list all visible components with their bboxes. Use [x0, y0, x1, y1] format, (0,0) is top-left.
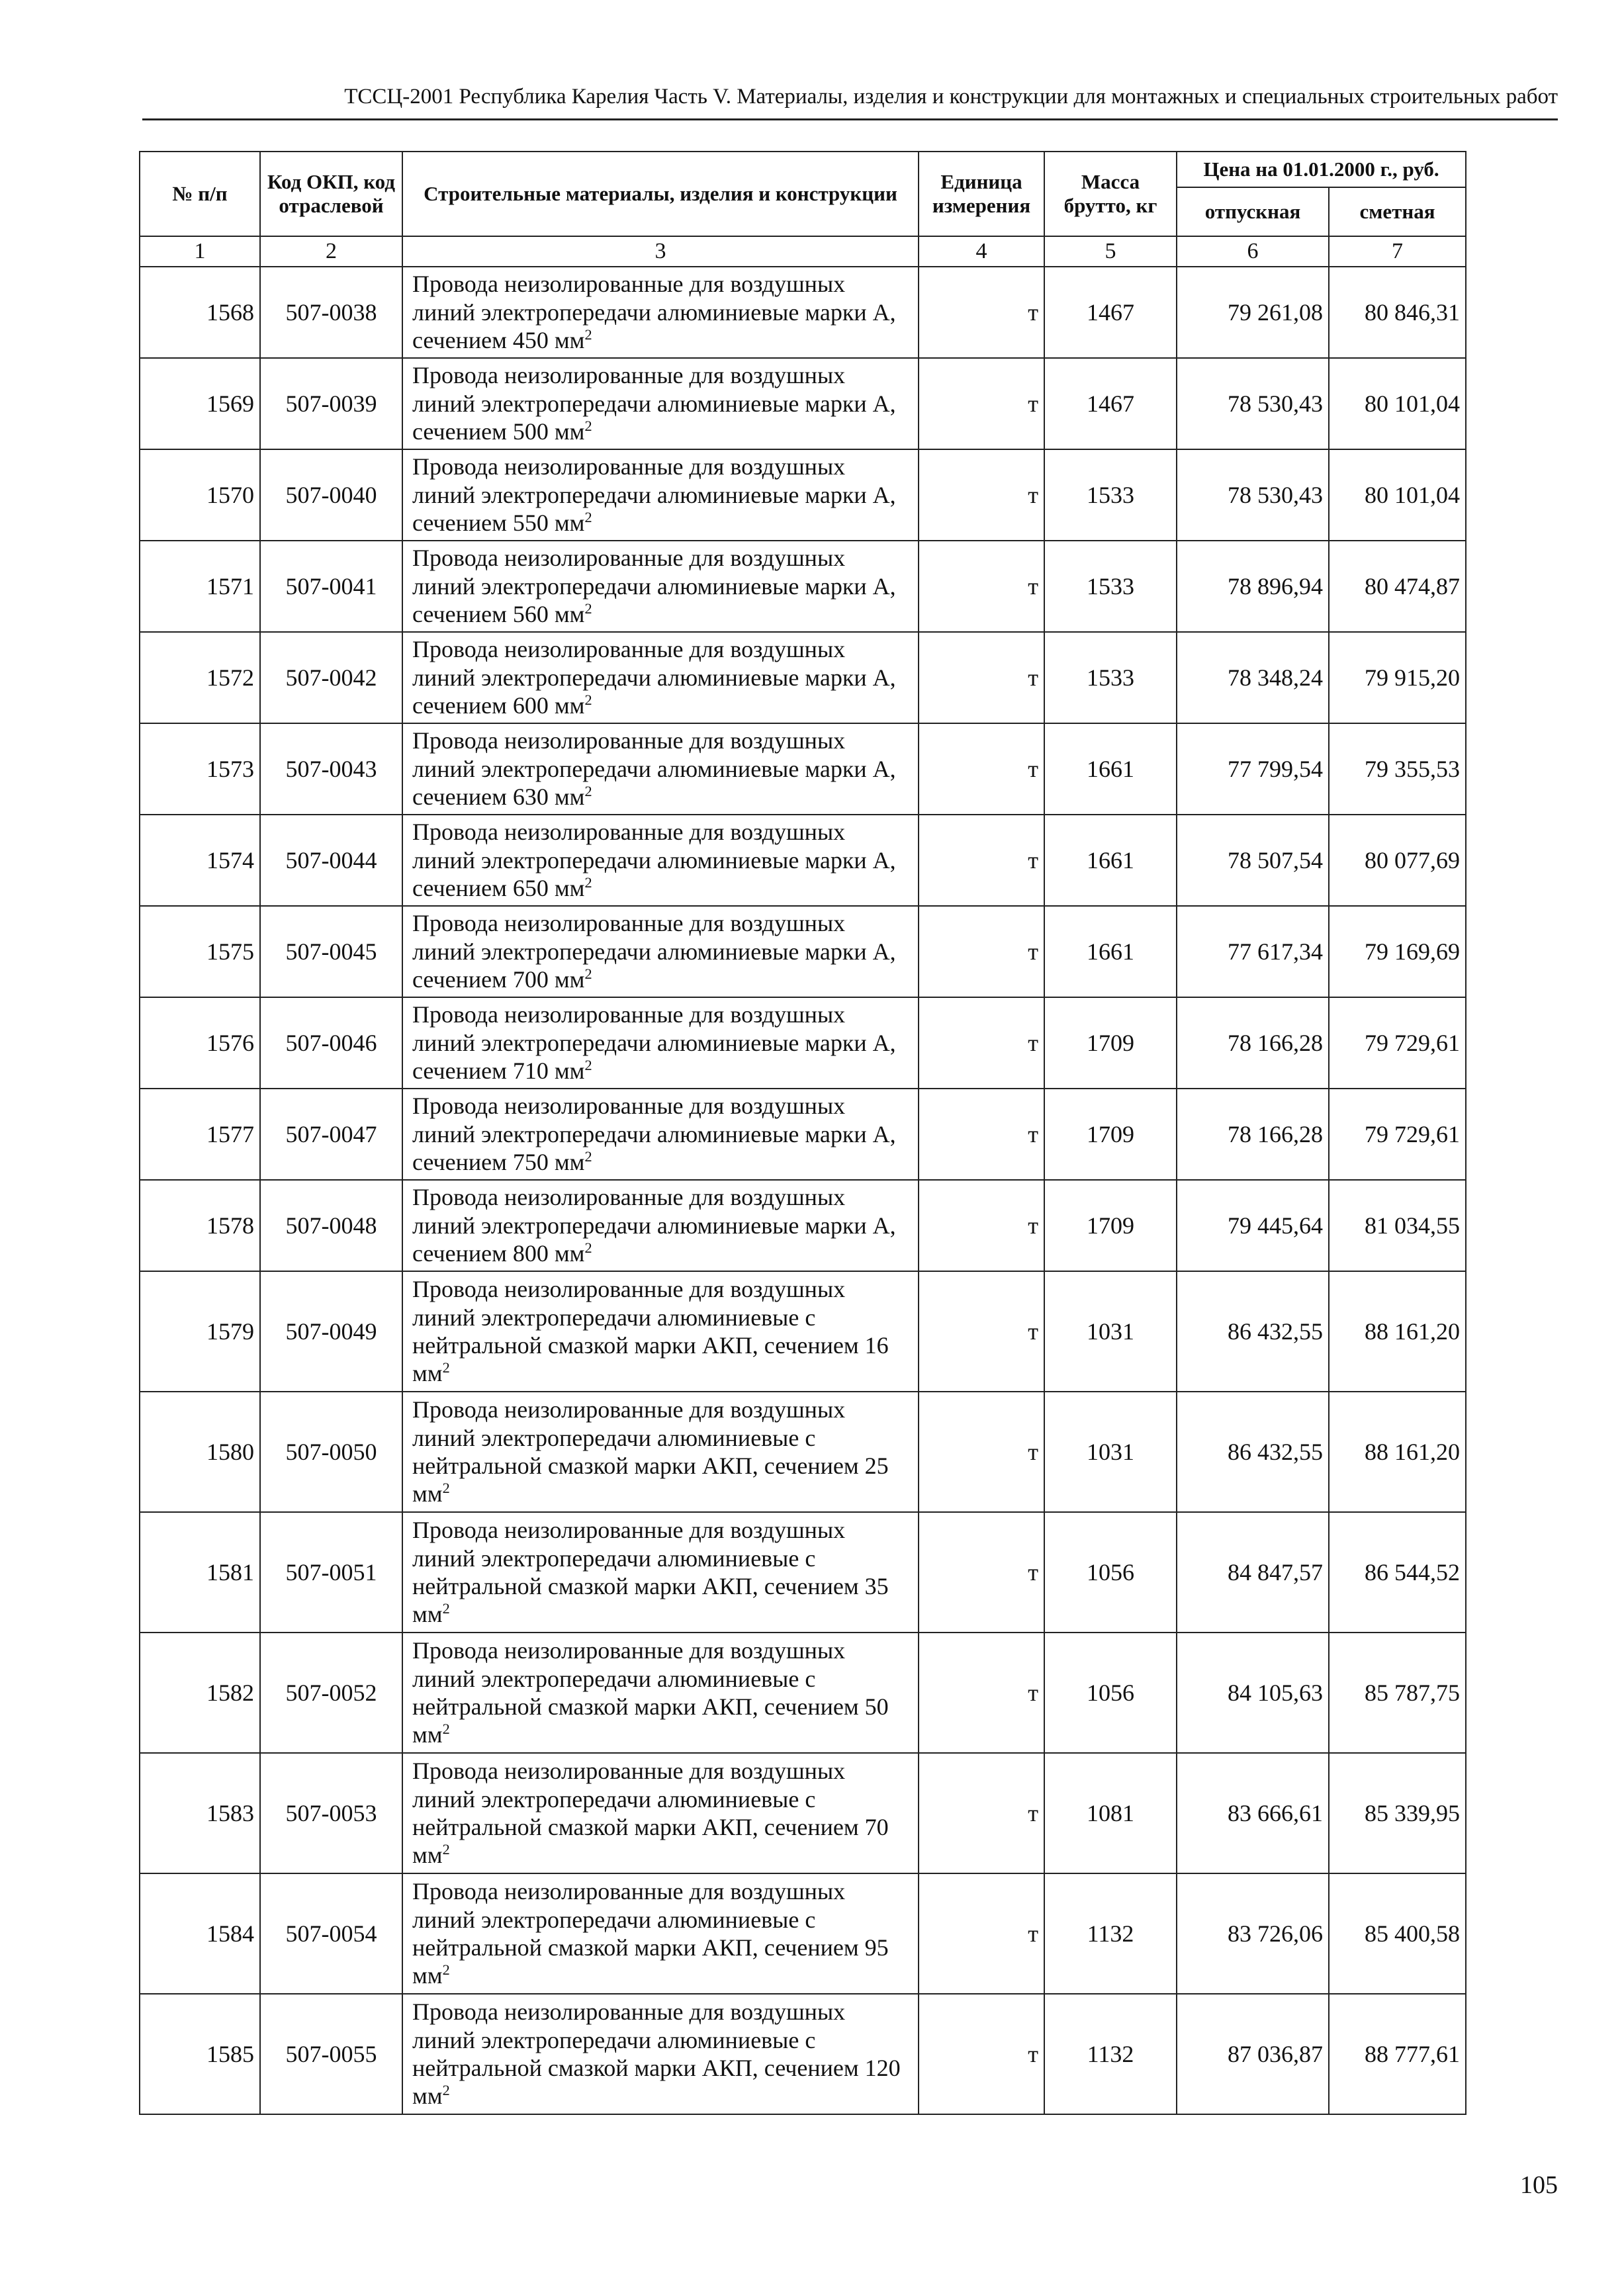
row-price-estimate: 85 787,75 [1329, 1633, 1466, 1753]
row-name-text [412, 1998, 901, 2109]
table-row [140, 267, 1466, 358]
row-mass: 1467 [1044, 267, 1177, 358]
row-mass: 1709 [1044, 997, 1177, 1089]
row-name [402, 449, 919, 541]
row-name-value: Провода неизолированные для воздушных линий электропередачи алюминиевые с нейтральной смазкой марки АКП, сечением 25 мм [412, 1396, 889, 1507]
row-price-estimate: 85 400,58 [1329, 1873, 1466, 1994]
row-unit: т [919, 997, 1044, 1089]
row-unit: т [919, 1180, 1044, 1271]
row-name-superscript: 2 [584, 418, 592, 435]
row-number: 1574 [140, 815, 260, 906]
row-name-superscript: 2 [442, 1721, 450, 1738]
row-price-release: 78 507,54 [1177, 815, 1329, 906]
row-name-superscript: 2 [584, 509, 592, 526]
row-name-superscript: 2 [584, 1239, 592, 1257]
row-name [402, 906, 919, 997]
table-row [140, 906, 1466, 997]
row-name-superscript: 2 [442, 1841, 450, 1858]
row-number: 1583 [140, 1753, 260, 1873]
row-number: 1575 [140, 906, 260, 997]
row-name-superscript: 2 [584, 692, 592, 709]
row-code: 507-0051 [260, 1512, 402, 1633]
row-name-text [412, 636, 896, 719]
row-name-superscript: 2 [584, 1057, 592, 1074]
row-code: 507-0055 [260, 1994, 402, 2114]
header-unit: Единица измерения [919, 152, 1044, 236]
row-name-superscript: 2 [584, 783, 592, 800]
column-number: 6 [1177, 236, 1329, 267]
row-price-estimate: 80 101,04 [1329, 449, 1466, 541]
page-header: ТССЦ-2001 Республика Карелия Часть V. Материалы, изделия и конструкции для монтажных и специальных строительных работ [142, 85, 1558, 120]
row-name-value: Провода неизолированные для воздушных линий электропередачи алюминиевые марки А, сечением 560 мм [412, 545, 896, 628]
row-name-value: Провода неизолированные для воздушных линий электропередачи алюминиевые марки А, сечением 500 мм [412, 362, 896, 445]
row-name [402, 815, 919, 906]
row-price-release: 87 036,87 [1177, 1994, 1329, 2114]
row-unit: т [919, 723, 1044, 815]
row-code: 507-0054 [260, 1873, 402, 1994]
row-unit: т [919, 541, 1044, 632]
row-code: 507-0049 [260, 1271, 402, 1392]
table-row [140, 1873, 1466, 1994]
row-price-estimate: 88 161,20 [1329, 1271, 1466, 1392]
row-mass: 1132 [1044, 1994, 1177, 2114]
row-price-estimate: 80 077,69 [1329, 815, 1466, 906]
row-number: 1572 [140, 632, 260, 723]
row-number: 1585 [140, 1994, 260, 2114]
row-code: 507-0044 [260, 815, 402, 906]
row-name-value: Провода неизолированные для воздушных линий электропередачи алюминиевые с нейтральной смазкой марки АКП, сечением 70 мм [412, 1758, 889, 1869]
page-number: 105 [1520, 2171, 1558, 2199]
row-price-release: 83 726,06 [1177, 1873, 1329, 1994]
row-unit: т [919, 1512, 1044, 1633]
row-price-release: 78 166,28 [1177, 997, 1329, 1089]
column-number: 2 [260, 236, 402, 267]
row-mass: 1081 [1044, 1753, 1177, 1873]
row-name-text [412, 1517, 889, 1627]
row-unit: т [919, 267, 1044, 358]
row-name-text [412, 271, 896, 353]
row-name-value: Провода неизолированные для воздушных линий электропередачи алюминиевые с нейтральной смазкой марки АКП, сечением 120 мм [412, 1998, 901, 2110]
row-name [402, 632, 919, 723]
row-name [402, 1180, 919, 1271]
table-row [140, 1633, 1466, 1753]
row-name-superscript: 2 [442, 1961, 450, 1979]
table-row [140, 723, 1466, 815]
row-code: 507-0038 [260, 267, 402, 358]
row-unit: т [919, 1994, 1044, 2114]
row-code: 507-0039 [260, 358, 402, 449]
row-number: 1573 [140, 723, 260, 815]
row-unit: т [919, 1089, 1044, 1180]
row-mass: 1533 [1044, 449, 1177, 541]
row-name [402, 1633, 919, 1753]
column-number: 4 [919, 236, 1044, 267]
row-mass: 1533 [1044, 541, 1177, 632]
table-row [140, 815, 1466, 906]
row-name-text [412, 1878, 889, 1989]
row-number: 1571 [140, 541, 260, 632]
row-code: 507-0047 [260, 1089, 402, 1180]
row-code: 507-0045 [260, 906, 402, 997]
header-mass: Масса брутто, кг [1044, 152, 1177, 236]
row-price-release: 77 617,34 [1177, 906, 1329, 997]
column-number: 7 [1329, 236, 1466, 267]
row-code: 507-0050 [260, 1392, 402, 1512]
row-price-release: 84 105,63 [1177, 1633, 1329, 1753]
row-name-value: Провода неизолированные для воздушных линий электропередачи алюминиевые марки А, сечением 600 мм [412, 636, 896, 719]
price-table-container [139, 151, 1465, 2115]
row-name-value: Провода неизолированные для воздушных линий электропередачи алюминиевые с нейтральной смазкой марки АКП, сечением 16 мм [412, 1276, 889, 1387]
row-price-estimate: 88 161,20 [1329, 1392, 1466, 1512]
row-price-release: 86 432,55 [1177, 1392, 1329, 1512]
row-mass: 1467 [1044, 358, 1177, 449]
row-number: 1568 [140, 267, 260, 358]
header-code: Код ОКП, код отраслевой [260, 152, 402, 236]
row-mass: 1709 [1044, 1180, 1177, 1271]
row-name-superscript: 2 [584, 874, 592, 891]
row-name-value: Провода неизолированные для воздушных линий электропередачи алюминиевые марки А, сечением 650 мм [412, 819, 896, 902]
row-name-text [412, 1001, 896, 1084]
row-name-superscript: 2 [584, 600, 592, 617]
table-row [140, 1392, 1466, 1512]
row-price-release: 83 666,61 [1177, 1753, 1329, 1873]
row-name-text [412, 453, 896, 536]
row-price-estimate: 80 846,31 [1329, 267, 1466, 358]
row-code: 507-0040 [260, 449, 402, 541]
row-mass: 1533 [1044, 632, 1177, 723]
row-price-estimate: 79 915,20 [1329, 632, 1466, 723]
row-name [402, 1271, 919, 1392]
row-name [402, 997, 919, 1089]
row-price-release: 78 530,43 [1177, 449, 1329, 541]
table-row [140, 1271, 1466, 1392]
row-price-release: 79 261,08 [1177, 267, 1329, 358]
header-price-group: Цена на 01.01.2000 г., руб. [1177, 152, 1466, 187]
row-name-text [412, 819, 896, 901]
row-price-estimate: 85 339,95 [1329, 1753, 1466, 1873]
row-name [402, 1994, 919, 2114]
row-mass: 1661 [1044, 815, 1177, 906]
row-name-value: Провода неизолированные для воздушных линий электропередачи алюминиевые марки А, сечением 700 мм [412, 910, 896, 993]
row-price-release: 78 348,24 [1177, 632, 1329, 723]
row-code: 507-0052 [260, 1633, 402, 1753]
row-name [402, 1512, 919, 1633]
row-name-text [412, 1276, 889, 1386]
row-name [402, 267, 919, 358]
row-price-release: 78 896,94 [1177, 541, 1329, 632]
table-row [140, 1994, 1466, 2114]
row-name [402, 723, 919, 815]
row-number: 1569 [140, 358, 260, 449]
table-row [140, 1089, 1466, 1180]
row-name [402, 358, 919, 449]
row-name-text [412, 362, 896, 445]
row-name-superscript: 2 [584, 326, 592, 343]
row-code: 507-0053 [260, 1753, 402, 1873]
row-unit: т [919, 358, 1044, 449]
column-number-row [140, 236, 1466, 267]
row-code: 507-0046 [260, 997, 402, 1089]
row-mass: 1661 [1044, 723, 1177, 815]
row-name [402, 541, 919, 632]
row-price-release: 79 445,64 [1177, 1180, 1329, 1271]
row-price-estimate: 80 101,04 [1329, 358, 1466, 449]
header-num: № п/п [140, 152, 260, 236]
row-unit: т [919, 906, 1044, 997]
row-price-estimate: 79 169,69 [1329, 906, 1466, 997]
header-price-release: отпускная [1177, 187, 1329, 236]
row-name-superscript: 2 [442, 1480, 450, 1497]
row-name-text [412, 1093, 896, 1175]
row-unit: т [919, 815, 1044, 906]
row-price-estimate: 81 034,55 [1329, 1180, 1466, 1271]
row-unit: т [919, 1392, 1044, 1512]
table-row [140, 1512, 1466, 1633]
row-name-text [412, 910, 896, 993]
row-price-estimate: 88 777,61 [1329, 1994, 1466, 2114]
row-code: 507-0043 [260, 723, 402, 815]
row-number: 1578 [140, 1180, 260, 1271]
row-number: 1581 [140, 1512, 260, 1633]
row-unit: т [919, 1633, 1044, 1753]
row-name-superscript: 2 [584, 1148, 592, 1165]
table-row [140, 632, 1466, 723]
row-name [402, 1392, 919, 1512]
row-name [402, 1089, 919, 1180]
row-name [402, 1753, 919, 1873]
table-row [140, 1753, 1466, 1873]
column-number: 1 [140, 236, 260, 267]
row-price-release: 77 799,54 [1177, 723, 1329, 815]
row-name-text [412, 1396, 889, 1507]
row-number: 1582 [140, 1633, 260, 1753]
row-price-release: 78 530,43 [1177, 358, 1329, 449]
table-row [140, 449, 1466, 541]
table-row [140, 358, 1466, 449]
row-price-estimate: 86 544,52 [1329, 1512, 1466, 1633]
row-number: 1570 [140, 449, 260, 541]
row-price-estimate: 79 355,53 [1329, 723, 1466, 815]
row-name-text [412, 1184, 896, 1267]
row-name-superscript: 2 [442, 2082, 450, 2099]
row-name-text [412, 1637, 889, 1748]
row-unit: т [919, 449, 1044, 541]
table-body [140, 267, 1466, 2114]
row-unit: т [919, 1271, 1044, 1392]
row-code: 507-0048 [260, 1180, 402, 1271]
row-name [402, 1873, 919, 1994]
row-name-value: Провода неизолированные для воздушных линий электропередачи алюминиевые марки А, сечением 710 мм [412, 1001, 896, 1085]
row-code: 507-0041 [260, 541, 402, 632]
row-mass: 1031 [1044, 1271, 1177, 1392]
row-price-release: 86 432,55 [1177, 1271, 1329, 1392]
row-mass: 1709 [1044, 1089, 1177, 1180]
row-unit: т [919, 632, 1044, 723]
row-name-superscript: 2 [584, 965, 592, 983]
row-name-text [412, 1758, 889, 1868]
row-name-superscript: 2 [442, 1359, 450, 1376]
row-number: 1576 [140, 997, 260, 1089]
row-name-value: Провода неизолированные для воздушных линий электропередачи алюминиевые с нейтральной смазкой марки АКП, сечением 50 мм [412, 1637, 889, 1748]
row-price-release: 84 847,57 [1177, 1512, 1329, 1633]
row-name-value: Провода неизолированные для воздушных линий электропередачи алюминиевые марки А, сечением 800 мм [412, 1184, 896, 1267]
row-code: 507-0042 [260, 632, 402, 723]
row-price-estimate: 79 729,61 [1329, 997, 1466, 1089]
table-row [140, 541, 1466, 632]
row-number: 1579 [140, 1271, 260, 1392]
row-price-estimate: 80 474,87 [1329, 541, 1466, 632]
row-number: 1580 [140, 1392, 260, 1512]
row-number: 1584 [140, 1873, 260, 1994]
row-mass: 1056 [1044, 1512, 1177, 1633]
row-name-value: Провода неизолированные для воздушных линий электропередачи алюминиевые марки А, сечением 550 мм [412, 453, 896, 537]
row-mass: 1132 [1044, 1873, 1177, 1994]
price-table [139, 151, 1466, 2115]
row-mass: 1031 [1044, 1392, 1177, 1512]
row-mass: 1661 [1044, 906, 1177, 997]
table-row [140, 1180, 1466, 1271]
header-price-estimate: сметная [1329, 187, 1466, 236]
column-number: 3 [402, 236, 919, 267]
row-name-value: Провода неизолированные для воздушных линий электропередачи алюминиевые с нейтральной смазкой марки АКП, сечением 95 мм [412, 1878, 889, 1989]
row-name-value: Провода неизолированные для воздушных линий электропередачи алюминиевые марки А, сечением 630 мм [412, 727, 896, 811]
row-price-estimate: 79 729,61 [1329, 1089, 1466, 1180]
row-name-text [412, 545, 896, 627]
row-name-value: Провода неизолированные для воздушных линий электропередачи алюминиевые марки А, сечением 450 мм [412, 271, 896, 354]
row-name-value: Провода неизолированные для воздушных линий электропередачи алюминиевые марки А, сечением 750 мм [412, 1093, 896, 1176]
column-number: 5 [1044, 236, 1177, 267]
header-name: Строительные материалы, изделия и конструкции [402, 152, 919, 236]
row-price-release: 78 166,28 [1177, 1089, 1329, 1180]
row-number: 1577 [140, 1089, 260, 1180]
row-name-value: Провода неизолированные для воздушных линий электропередачи алюминиевые с нейтральной смазкой марки АКП, сечением 35 мм [412, 1517, 889, 1628]
row-name-superscript: 2 [442, 1600, 450, 1617]
row-unit: т [919, 1873, 1044, 1994]
row-unit: т [919, 1753, 1044, 1873]
row-name-text [412, 727, 896, 810]
row-mass: 1056 [1044, 1633, 1177, 1753]
table-row [140, 997, 1466, 1089]
